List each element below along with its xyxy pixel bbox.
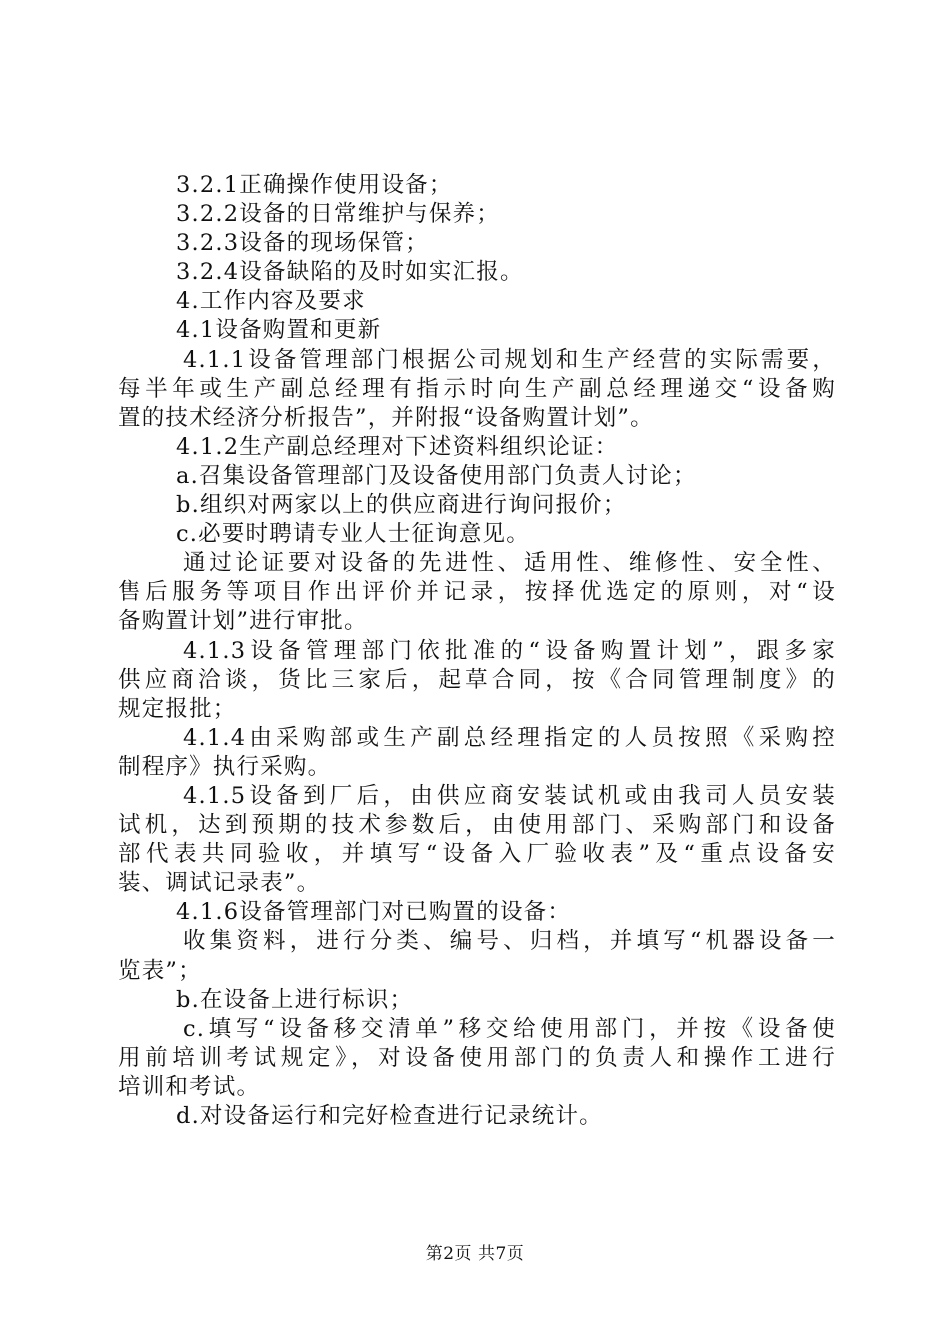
document-body: [118, 171, 836, 1131]
text-line-3-2-4: 3.2.4设备缺陷的及时如实汇报。: [176, 259, 524, 286]
paragraph-4-1-4-line-1: 4.1.4由采购部或生产副总经理指定的人员按照《采购控: [183, 724, 836, 751]
section-heading-4: 4.工作内容及要求: [176, 288, 366, 315]
paragraph-4-1-3-line-1: 4.1.3设备管理部门依批准的“设备购置计划”，跟多家: [183, 637, 836, 664]
paragraph-4-1-1-line-3: 置的技术经济分析报告”，并附报“设备购置计划”。: [118, 404, 654, 431]
paragraph-evaluation-line-3: 备购置计划”进行审批。: [118, 608, 368, 635]
list-item-a: a.召集设备管理部门及设备使用部门负责人讨论；: [176, 462, 697, 489]
list-item-d: d.对设备运行和完好检查进行记录统计。: [176, 1103, 603, 1129]
paragraph-4-1-1-line-2: 每半年或生产副总经理有指示时向生产副总经理递交“设备购: [118, 375, 836, 402]
page-number-footer: 第2页 共7页: [425, 1244, 525, 1264]
list-item-b-marking: b.在设备上进行标识；: [176, 986, 414, 1013]
paragraph-4-1-2: 4.1.2生产副总经理对下述资料组织论证：: [176, 433, 619, 460]
list-item-c-line-3: 培训和考试。: [118, 1073, 261, 1100]
paragraph-4-1-3-line-3: 规定报批；: [118, 695, 237, 722]
paragraph-4-1-5-line-2: 试机，达到预期的技术参数后，由使用部门、采购部门和设备: [118, 812, 836, 839]
text-line-3-2-1: 3.2.1正确操作使用设备；: [176, 172, 453, 198]
paragraph-4-1-5-line-4: 装、调试记录表”。: [118, 870, 321, 897]
paragraph-4-1-6: 4.1.6设备管理部门对已购置的设备：: [176, 899, 572, 926]
text-line-3-2-2: 3.2.2设备的日常维护与保养；: [176, 201, 500, 228]
paragraph-4-1-3-line-2: 供应商洽谈，货比三家后，起草合同，按《合同管理制度》的: [118, 666, 836, 693]
list-item-b: b.组织对两家以上的供应商进行询问报价；: [176, 492, 627, 519]
paragraph-collect-line-1: 收集资料，进行分类、编号、归档，并填写“机器设备一: [183, 928, 836, 955]
paragraph-collect-line-2: 览表”；: [118, 957, 202, 984]
paragraph-4-1-1-line-1: 4.1.1设备管理部门根据公司规划和生产经营的实际需要，: [183, 346, 836, 373]
paragraph-evaluation-line-1: 通过论证要对设备的先进性、适用性、维修性、安全性、: [183, 550, 836, 577]
paragraph-4-1-5-line-3: 部代表共同验收，并填写“设备入厂验收表”及“重点设备安: [118, 841, 836, 868]
paragraph-4-1-5-line-1: 4.1.5设备到厂后，由供应商安装试机或由我司人员安装: [183, 782, 836, 809]
section-heading-4-1: 4.1设备购置和更新: [176, 317, 382, 344]
text-line-3-2-3: 3.2.3设备的现场保管；: [176, 230, 429, 257]
paragraph-4-1-4-line-2: 制程序》执行采购。: [118, 753, 332, 780]
paragraph-evaluation-line-2: 售后服务等项目作出评价并记录，按择优选定的原则，对“设: [118, 579, 836, 606]
list-item-c-line-1: c.填写“设备移交清单”移交给使用部门，并按《设备使: [183, 1015, 836, 1042]
list-item-c-line-2: 用前培训考试规定》，对设备使用部门的负责人和操作工进行: [118, 1044, 836, 1071]
list-item-c: c.必要时聘请专业人士征询意见。: [176, 521, 530, 548]
